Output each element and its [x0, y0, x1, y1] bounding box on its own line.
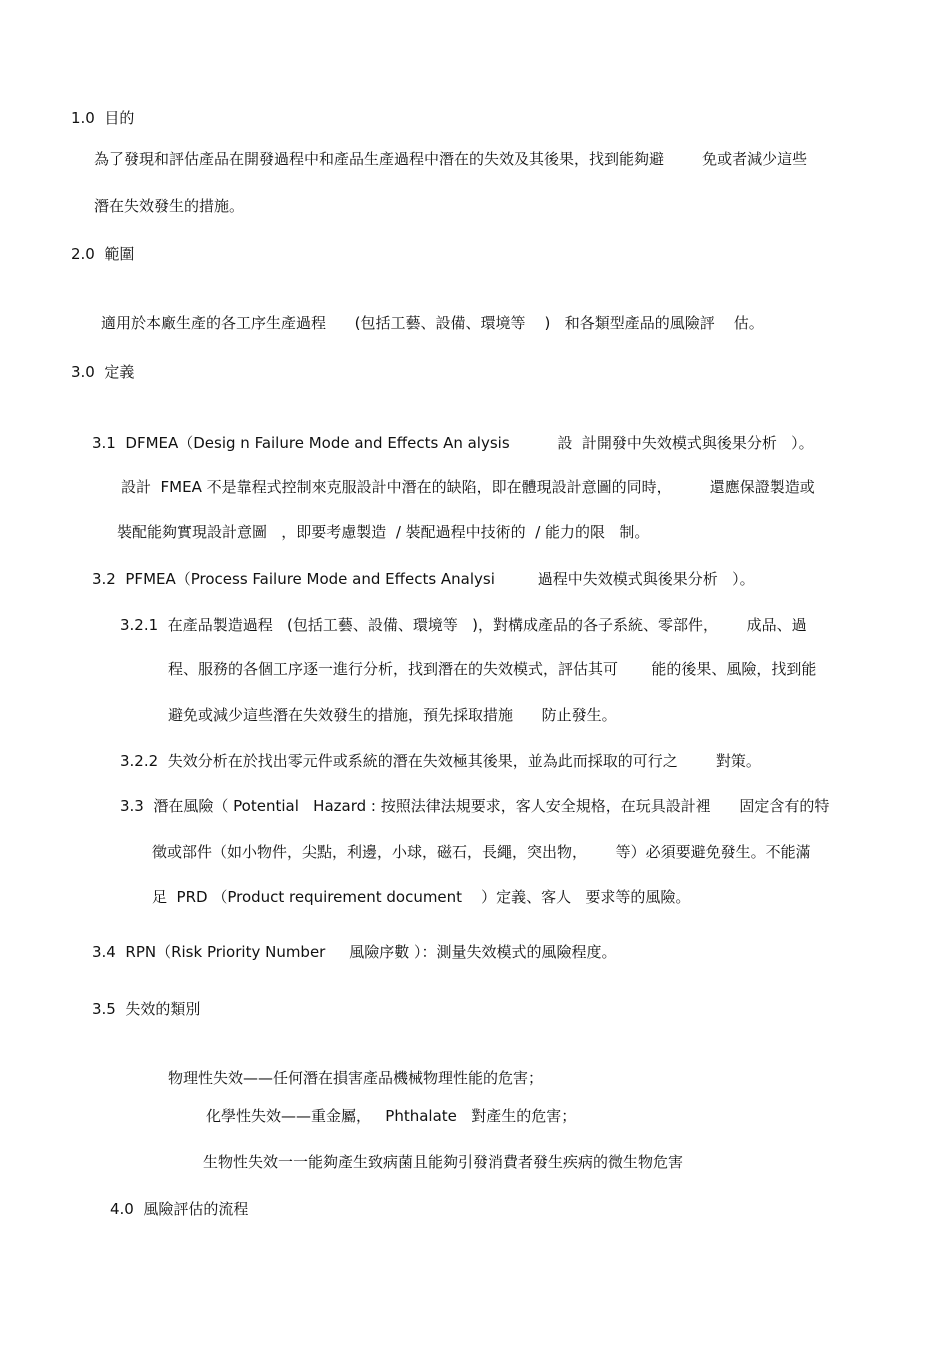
section-4-heading: 4.0 風險評估的流程	[110, 1200, 249, 1218]
section-1-heading: 1.0 目的	[71, 109, 135, 127]
section-1-text-line-1: 為了發現和評估產品在開發過程中和產品生產過程中潛在的失效及其後果，找到能夠避 免或者減少這些	[94, 150, 808, 168]
section-3-3-line-1: 3.3 潛在風險（ Potential Hazard : 按照法律法規要求，客人安全規格，在玩具設計裡 固定含有的特	[120, 797, 830, 815]
section-3-4-line-1: 3.4 RPN（Risk Priority Number 風險序數 ）：測量失效模式的風險程度。	[92, 943, 617, 961]
section-1-text-line-2: 潛在失效發生的措施。	[94, 197, 245, 215]
section-3-2-1-line-1: 3.2.1 在產品製造過程 (包括工藝、設備、環境等 )，對構成產品的各子系統、零部件， 成品、過	[120, 616, 807, 634]
section-3-5-item-2: 化學性失效——重金屬， Phthalate 對產生的危害；	[206, 1107, 577, 1125]
section-3-2-2-line-1: 3.2.2 失效分析在於找出零元件或系統的潛在失效極其後果，並為此而採取的可行之 對策。	[120, 752, 761, 770]
section-3-1-line-1: 3.1 DFMEA（Desig n Failure Mode and Effects An alysis 設 計開發中失效模式與後果分析 ）。	[92, 434, 814, 452]
section-3-3-line-3: 足 PRD （Product requirement document ）定義、客人 要求等的風險。	[152, 888, 691, 906]
section-3-1-line-2: 設計 FMEA 不是靠程式控制來克服設計中潛在的缺陷，即在體現設計意圖的同時， 還應保證製造或	[121, 478, 815, 496]
section-3-2-1-line-3: 避免或減少這些潛在失效發生的措施，預先採取措施 防止發生。	[168, 706, 617, 724]
section-3-5-item-3: 生物性失效一一能夠產生致病菌且能夠引發消費者發生疾病的微生物危害	[203, 1153, 684, 1171]
section-3-5-heading: 3.5 失效的類別	[92, 1000, 201, 1018]
section-2-heading: 2.0 範圍	[71, 245, 135, 263]
section-3-5-item-1: 物理性失效——任何潛在損害產品機械物理性能的危害；	[168, 1069, 544, 1087]
section-3-heading: 3.0 定義	[71, 363, 135, 381]
section-3-2-1-line-2: 程、服務的各個工序逐一進行分析，找到潛在的失效模式，評估其可 能的後果、風險，找到能	[168, 660, 817, 678]
section-2-text-line-1: 適用於本廠生產的各工序生產過程 (包括工藝、設備、環境等 ) 和各類型產品的風險評 估。	[101, 314, 764, 332]
section-3-1-line-3: 裝配能夠實現設計意圖 ，即要考慮製造 / 裝配過程中技術的 / 能力的限 制。	[117, 523, 650, 541]
section-3-3-line-2: 徵或部件（如小物件，尖點，利邊，小球，磁石，長繩，突出物， 等）必須要避免發生。不能滿	[152, 843, 811, 861]
section-3-2-line-1: 3.2 PFMEA（Process Failure Mode and Effects Analysi 過程中失效模式與後果分析 ）。	[92, 570, 755, 588]
